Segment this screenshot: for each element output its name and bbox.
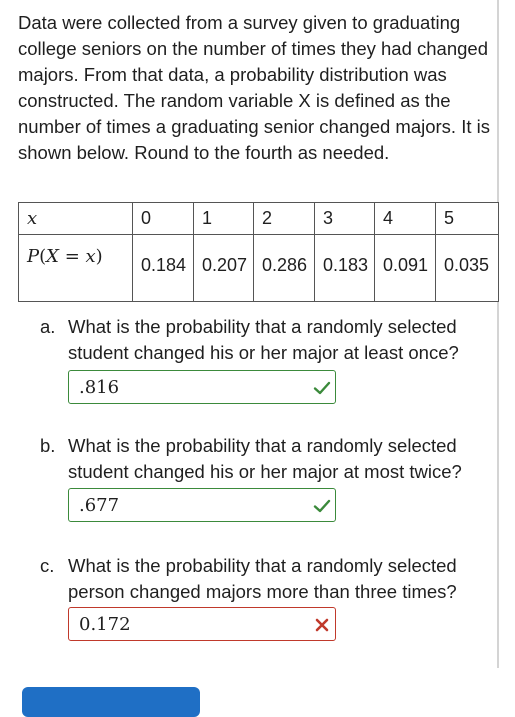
probability-value-cell: 0.286 <box>254 235 315 302</box>
x-header-cell: x <box>19 203 133 235</box>
answer-value: .677 <box>79 495 120 516</box>
question-c <box>40 553 492 605</box>
probability-value-cell: 0.207 <box>194 235 254 302</box>
check-icon <box>313 497 331 515</box>
x-value-cell: 3 <box>315 203 375 235</box>
problem-statement: Data were collected from a survey given to graduating college seniors on the number of times they had changed majors. From that data, a probability distribution was constructed. The random variable X is defined as the number of times a graduating senior changed majors. It is shown below. Round to the fourth as needed. <box>18 12 490 163</box>
table-row-x <box>19 203 499 235</box>
x-value-cell: 0 <box>133 203 194 235</box>
question-letter: a. <box>40 316 56 337</box>
probability-header-cell: P(X = x) <box>19 235 133 302</box>
x-value-cell: 2 <box>254 203 315 235</box>
table-row-probability <box>19 235 499 302</box>
question-text: What is the probability that a randomly selected person changed majors more than three times? <box>68 555 457 602</box>
question-a <box>40 314 492 366</box>
answer-field-a[interactable] <box>68 370 336 404</box>
content-right-border <box>497 0 499 668</box>
check-icon <box>313 379 331 397</box>
probability-value-cell: 0.183 <box>315 235 375 302</box>
x-value-cell: 5 <box>436 203 499 235</box>
question-text: What is the probability that a randomly selected student changed his or her major at most twice? <box>68 435 462 482</box>
answer-field-b[interactable] <box>68 488 336 522</box>
question-letter: c. <box>40 555 55 576</box>
probability-distribution-table <box>18 202 499 302</box>
submit-button[interactable] <box>22 687 200 717</box>
probability-value-cell: 0.091 <box>375 235 436 302</box>
question-letter: b. <box>40 435 56 456</box>
answer-field-c[interactable] <box>68 607 336 641</box>
probability-value-cell: 0.035 <box>436 235 499 302</box>
question-b <box>40 433 492 485</box>
x-value-cell: 1 <box>194 203 254 235</box>
question-text: What is the probability that a randomly selected student changed his or her major at least once? <box>68 316 459 363</box>
answer-value: 0.172 <box>79 614 131 635</box>
cross-icon <box>313 616 331 634</box>
answer-value: .816 <box>79 377 120 398</box>
probability-value-cell: 0.184 <box>133 235 194 302</box>
x-value-cell: 4 <box>375 203 436 235</box>
